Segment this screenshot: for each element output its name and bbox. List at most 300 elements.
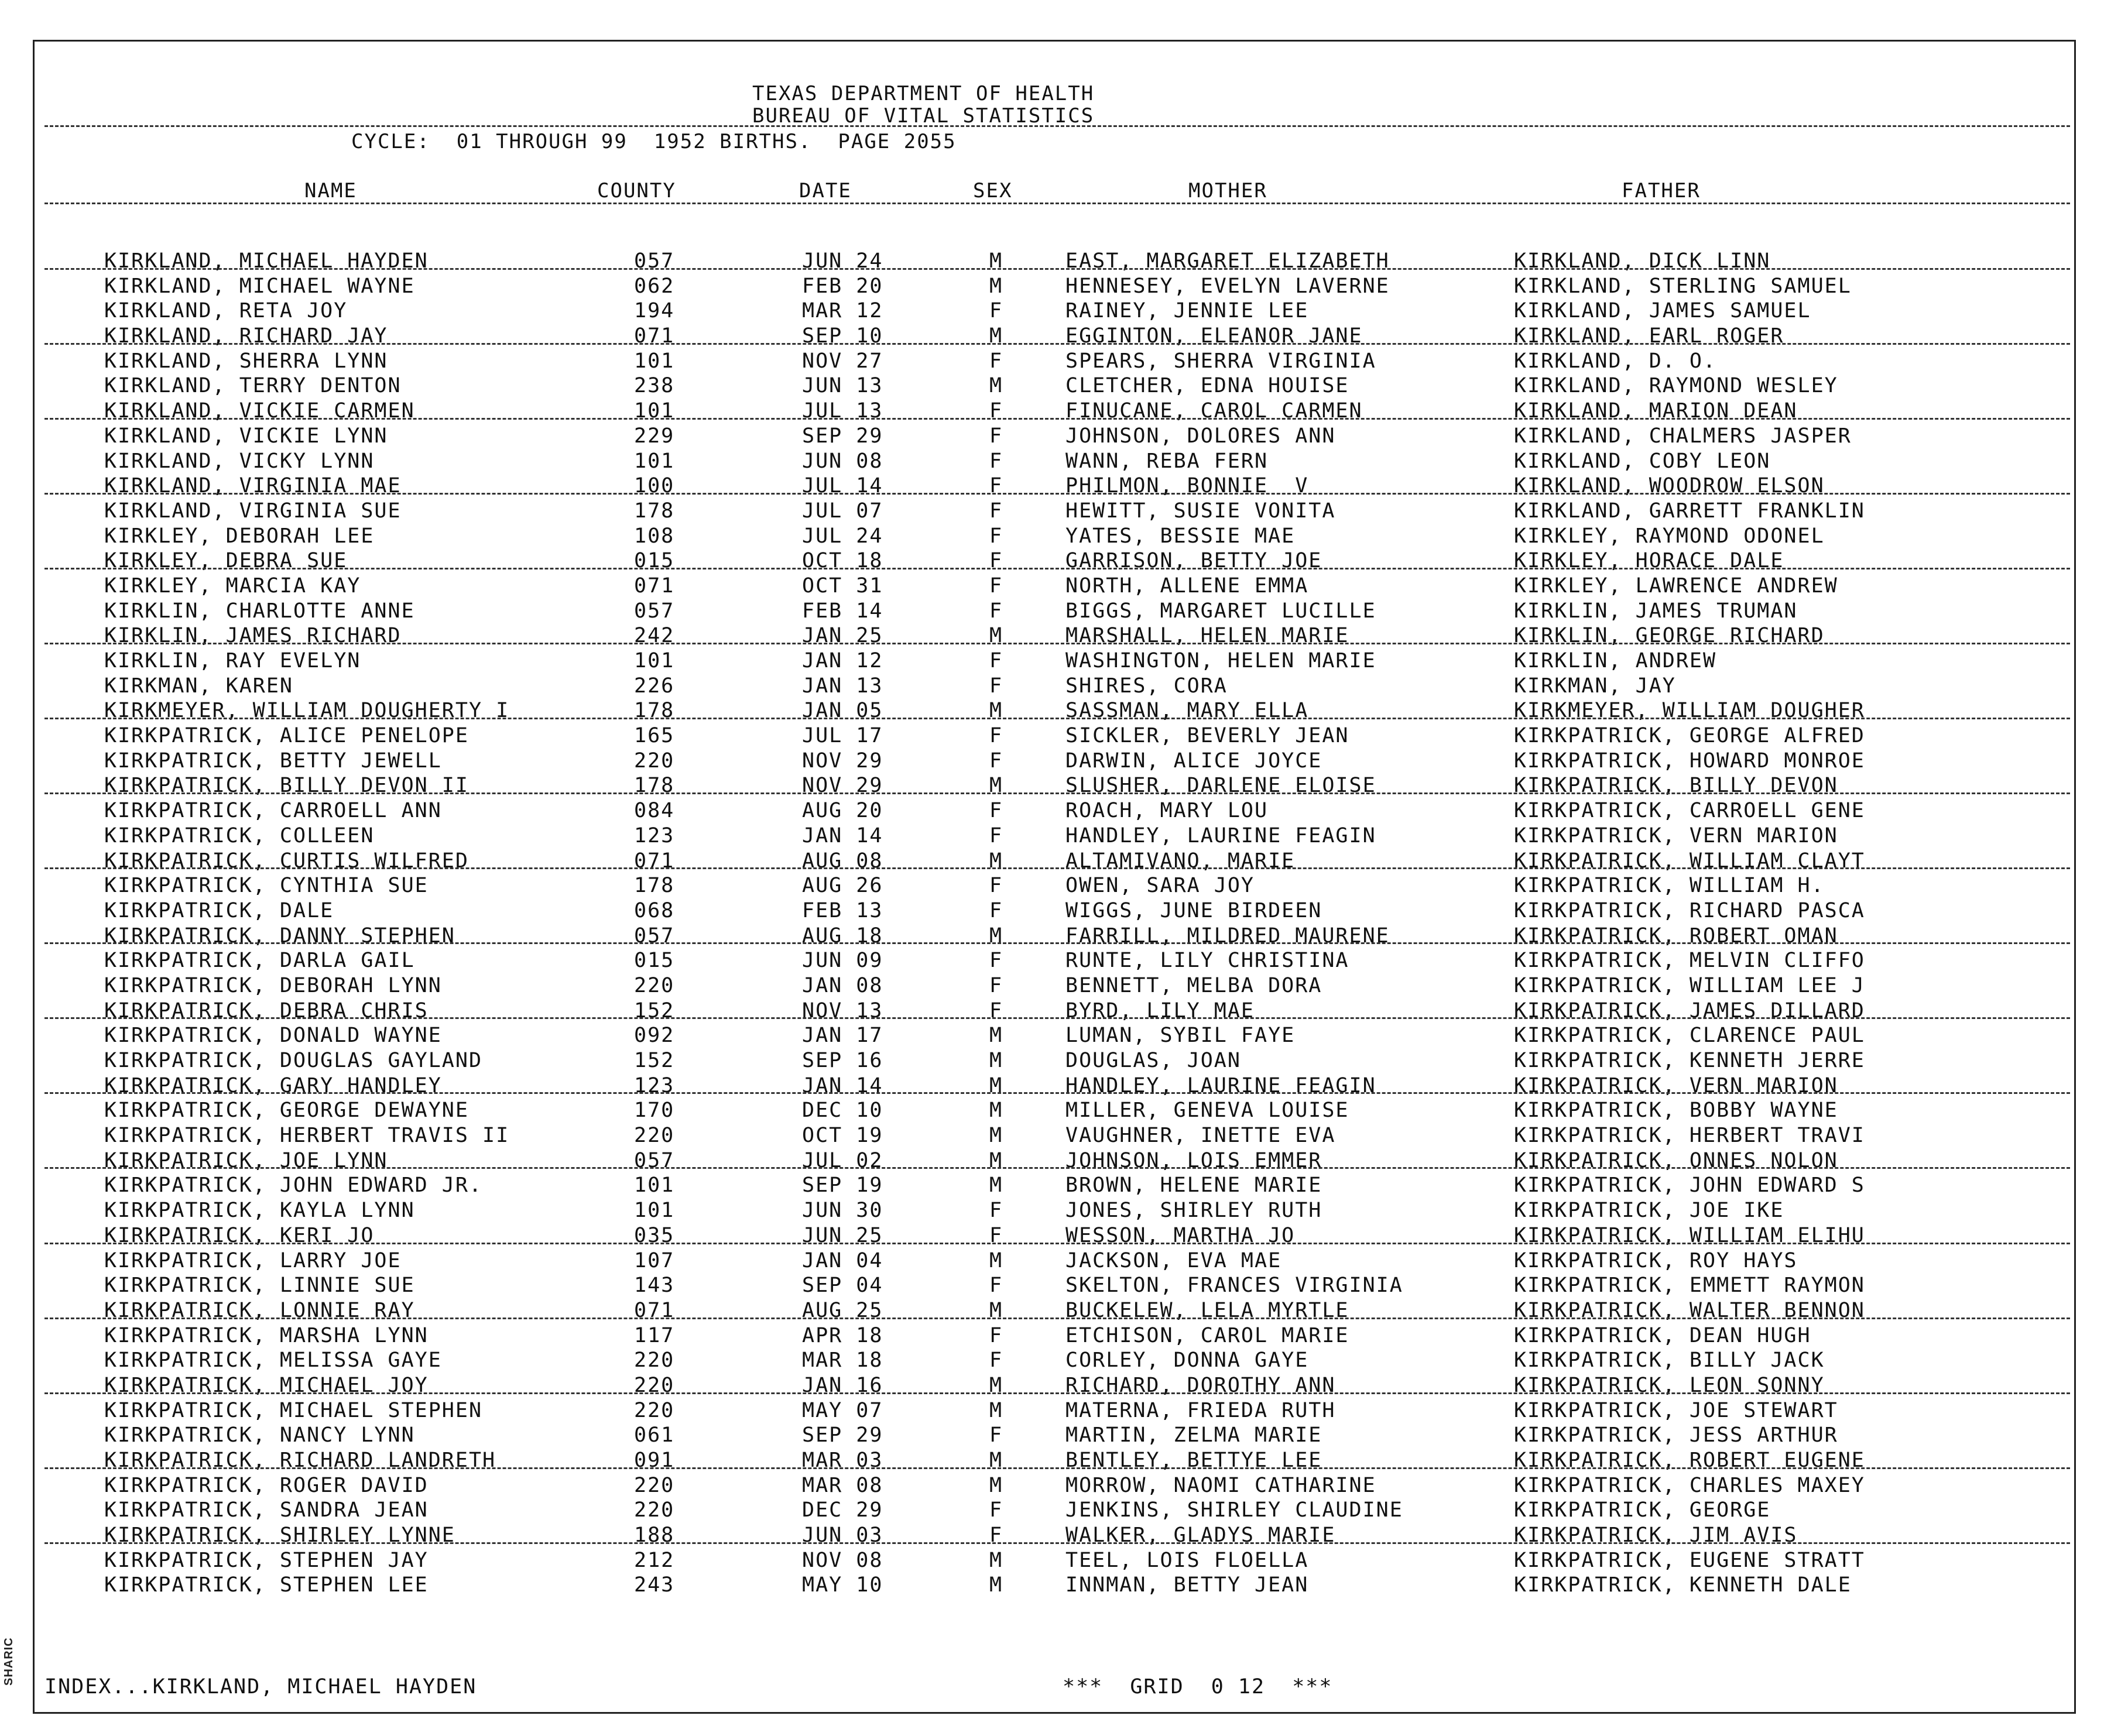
- col-header-date: DATE: [799, 179, 852, 203]
- record-date: FEB 13: [802, 898, 883, 922]
- record-county: 152: [634, 1049, 675, 1072]
- table-row: [0, 896, 2128, 921]
- record-sex: F: [989, 499, 1003, 523]
- record-father: KIRKLEY, HORACE DALE: [1514, 549, 1784, 573]
- record-sex: F: [989, 549, 1003, 573]
- record-county: 068: [634, 898, 675, 922]
- table-row: [0, 1420, 2128, 1445]
- record-county: 057: [634, 924, 675, 948]
- record-name: KIRKPATRICK, MICHAEL JOY: [104, 1373, 429, 1397]
- table-row: [0, 521, 2128, 546]
- table-row: [0, 1320, 2128, 1346]
- record-name: KIRKPATRICK, ALICE PENELOPE: [104, 724, 469, 748]
- table-row: [0, 1220, 2128, 1246]
- record-county: 123: [634, 1073, 675, 1097]
- table-row: [0, 945, 2128, 973]
- record-father: KIRKLIN, GEORGE RICHARD: [1514, 624, 1825, 648]
- record-mother: WASHINGTON, HELEN MARIE: [1065, 649, 1376, 673]
- record-mother: WIGGS, JUNE BIRDEEN: [1065, 898, 1322, 922]
- record-sex: M: [989, 249, 1003, 273]
- record-county: 091: [634, 1449, 675, 1472]
- record-name: KIRKPATRICK, DANNY STEPHEN: [104, 924, 455, 948]
- record-mother: BYRD, LILY MAE: [1065, 999, 1255, 1023]
- record-sex: F: [989, 424, 1003, 448]
- record-sex: M: [989, 274, 1003, 298]
- record-mother: SHIRES, CORA: [1065, 674, 1228, 698]
- record-father: KIRKPATRICK, GEORGE ALFRED: [1514, 724, 1865, 748]
- record-mother: NORTH, ALLENE EMMA: [1065, 574, 1309, 598]
- col-header-sex: SEX: [973, 179, 1013, 203]
- col-header-name: NAME: [304, 179, 357, 203]
- record-sex: M: [989, 1298, 1003, 1322]
- record-mother: HENNESEY, EVELYN LAVERNE: [1065, 274, 1390, 298]
- table-row: [0, 1545, 2128, 1570]
- table-row: [0, 795, 2128, 821]
- cycle-line: CYCLE: 01 THROUGH 99 1952 BIRTHS. PAGE 2055: [351, 130, 957, 153]
- table-row: [0, 746, 2128, 771]
- record-name: KIRKLAND, VIRGINIA MAE: [104, 474, 402, 498]
- record-sex: M: [989, 1548, 1003, 1572]
- record-date: FEB 14: [802, 599, 883, 623]
- record-date: JAN 12: [802, 649, 883, 673]
- record-mother: MILLER, GENEVA LOUISE: [1065, 1099, 1349, 1123]
- table-row: [0, 1270, 2128, 1298]
- record-father: KIRKPATRICK, WILLIAM H.: [1514, 874, 1825, 898]
- record-father: KIRKMAN, JAY: [1514, 674, 1676, 698]
- record-date: DEC 10: [802, 1099, 883, 1123]
- record-name: KIRKLAND, SHERRA LYNN: [104, 349, 388, 373]
- record-sex: M: [989, 1073, 1003, 1097]
- table-row: [0, 695, 2128, 721]
- record-father: KIRKPATRICK, ROBERT OMAN: [1514, 924, 1838, 948]
- record-county: 188: [634, 1524, 675, 1548]
- record-mother: LUMAN, SYBIL FAYE: [1065, 1024, 1296, 1048]
- record-name: KIRKPATRICK, DONALD WAYNE: [104, 1024, 442, 1048]
- record-mother: WESSON, MARTHA JO: [1065, 1223, 1296, 1247]
- table-row: [0, 1495, 2128, 1520]
- record-county: 015: [634, 949, 675, 973]
- record-father: KIRKPATRICK, WILLIAM LEE J: [1514, 973, 1865, 997]
- record-father: KIRKPATRICK, CARROELL GENE: [1514, 799, 1865, 823]
- table-row: [0, 396, 2128, 421]
- record-father: KIRKPATRICK, JAMES DILLARD: [1514, 999, 1865, 1023]
- record-name: KIRKPATRICK, SANDRA JEAN: [104, 1498, 429, 1522]
- record-date: JAN 08: [802, 973, 883, 997]
- table-row: [0, 1170, 2128, 1198]
- record-county: 220: [634, 973, 675, 997]
- record-county: 101: [634, 649, 675, 673]
- record-date: NOV 08: [802, 1548, 883, 1572]
- table-row: [0, 596, 2128, 621]
- record-date: JAN 14: [802, 1073, 883, 1097]
- record-county: 243: [634, 1573, 675, 1597]
- table-row: [0, 1095, 2128, 1123]
- record-father: KIRKPATRICK, VERN MARION: [1514, 824, 1838, 848]
- record-county: 057: [634, 249, 675, 273]
- record-name: KIRKPATRICK, BILLY DEVON II: [104, 774, 469, 798]
- record-county: 071: [634, 574, 675, 598]
- record-sex: F: [989, 599, 1003, 623]
- record-county: 101: [634, 449, 675, 473]
- table-row: [0, 1520, 2128, 1548]
- record-mother: BENTLEY, BETTYE LEE: [1065, 1449, 1322, 1472]
- table-row: [0, 1145, 2128, 1171]
- record-father: KIRKPATRICK, EMMETT RAYMON: [1514, 1274, 1865, 1298]
- record-father: KIRKPATRICK, ROBERT EUGENE: [1514, 1449, 1865, 1472]
- record-father: KIRKPATRICK, BILLY DEVON: [1514, 774, 1838, 798]
- record-name: KIRKPATRICK, MARSHA LYNN: [104, 1323, 429, 1347]
- record-mother: SPEARS, SHERRA VIRGINIA: [1065, 349, 1376, 373]
- record-mother: BUCKELEW, LELA MYRTLE: [1065, 1298, 1349, 1322]
- record-father: KIRKPATRICK, ONNES NOLON: [1514, 1148, 1838, 1172]
- record-mother: WANN, REBA FERN: [1065, 449, 1269, 473]
- record-county: 057: [634, 599, 675, 623]
- table-row: [0, 770, 2128, 798]
- table-row: [0, 1445, 2128, 1470]
- record-sex: F: [989, 949, 1003, 973]
- record-name: KIRKPATRICK, CARROELL ANN: [104, 799, 442, 823]
- record-mother: OWEN, SARA JOY: [1065, 874, 1255, 898]
- record-date: AUG 08: [802, 849, 883, 873]
- record-father: KIRKPATRICK, GEORGE: [1514, 1498, 1771, 1522]
- record-date: JUN 25: [802, 1223, 883, 1247]
- record-county: 057: [634, 1148, 675, 1172]
- record-father: KIRKPATRICK, WALTER BENNON: [1514, 1298, 1865, 1322]
- record-sex: F: [989, 874, 1003, 898]
- record-sex: F: [989, 399, 1003, 423]
- record-sex: F: [989, 1423, 1003, 1447]
- record-county: 101: [634, 399, 675, 423]
- record-father: KIRKLAND, STERLING SAMUEL: [1514, 274, 1852, 298]
- record-sex: M: [989, 1373, 1003, 1397]
- record-sex: F: [989, 1274, 1003, 1298]
- table-row: [0, 1195, 2128, 1223]
- record-sex: F: [989, 674, 1003, 698]
- record-sex: F: [989, 1323, 1003, 1347]
- record-county: 178: [634, 874, 675, 898]
- record-date: JAN 16: [802, 1373, 883, 1397]
- record-name: KIRKLAND, RICHARD JAY: [104, 324, 388, 348]
- table-row: [0, 996, 2128, 1021]
- record-father: KIRKPATRICK, MELVIN CLIFFO: [1514, 949, 1865, 973]
- record-date: JUN 03: [802, 1524, 883, 1548]
- table-row: [0, 545, 2128, 571]
- record-name: KIRKPATRICK, DEBORAH LYNN: [104, 973, 442, 997]
- record-date: JUL 02: [802, 1148, 883, 1172]
- record-county: 170: [634, 1099, 675, 1123]
- record-father: KIRKPATRICK, JOE IKE: [1514, 1199, 1784, 1223]
- record-county: 165: [634, 724, 675, 748]
- table-row: [0, 271, 2128, 296]
- record-father: KIRKLAND, MARION DEAN: [1514, 399, 1798, 423]
- table-row: [0, 1045, 2128, 1071]
- record-county: 062: [634, 274, 675, 298]
- record-mother: MORROW, NAOMI CATHARINE: [1065, 1473, 1376, 1497]
- record-date: JUL 14: [802, 474, 883, 498]
- table-row: [0, 646, 2128, 671]
- record-name: KIRKPATRICK, RICHARD LANDRETH: [104, 1449, 496, 1472]
- record-mother: BROWN, HELENE MARIE: [1065, 1174, 1322, 1198]
- table-row: [0, 370, 2128, 396]
- record-mother: HEWITT, SUSIE VONITA: [1065, 499, 1336, 523]
- record-name: KIRKPATRICK, KAYLA LYNN: [104, 1199, 415, 1223]
- header-divider-top: [44, 125, 2070, 127]
- record-name: KIRKPATRICK, STEPHEN JAY: [104, 1548, 429, 1572]
- record-name: KIRKLAND, VICKY LYNN: [104, 449, 375, 473]
- record-date: JAN 04: [802, 1248, 883, 1272]
- col-header-mother: MOTHER: [1188, 179, 1267, 203]
- record-date: NOV 27: [802, 349, 883, 373]
- record-county: 108: [634, 524, 675, 548]
- record-date: SEP 29: [802, 424, 883, 448]
- record-date: MAR 18: [802, 1349, 883, 1373]
- record-name: KIRKPATRICK, MELISSA GAYE: [104, 1349, 442, 1373]
- table-row: [0, 821, 2128, 846]
- record-county: 220: [634, 749, 675, 773]
- record-mother: FINUCANE, CAROL CARMEN: [1065, 399, 1363, 423]
- record-father: KIRKPATRICK, BOBBY WAYNE: [1514, 1099, 1838, 1123]
- record-name: KIRKLAND, TERRY DENTON: [104, 374, 402, 398]
- record-county: 143: [634, 1274, 675, 1298]
- record-sex: F: [989, 1498, 1003, 1522]
- record-date: NOV 13: [802, 999, 883, 1023]
- record-father: KIRKLAND, COBY LEON: [1514, 449, 1771, 473]
- record-county: 220: [634, 1373, 675, 1397]
- table-row: [0, 970, 2128, 996]
- record-date: JUL 07: [802, 499, 883, 523]
- record-county: 123: [634, 824, 675, 848]
- bureau-title: BUREAU OF VITAL STATISTICS: [752, 104, 1095, 128]
- record-father: KIRKLAND, DICK LINN: [1514, 249, 1771, 273]
- record-father: KIRKPATRICK, JOHN EDWARD S: [1514, 1174, 1865, 1198]
- record-father: KIRKLAND, GARRETT FRANKLIN: [1514, 499, 1865, 523]
- record-mother: JENKINS, SHIRLEY CLAUDINE: [1065, 1498, 1403, 1522]
- record-date: MAY 07: [802, 1398, 883, 1422]
- record-mother: FARRILL, MILDRED MAURENE: [1065, 924, 1390, 948]
- record-county: 015: [634, 549, 675, 573]
- record-county: 035: [634, 1223, 675, 1247]
- record-county: 178: [634, 499, 675, 523]
- record-name: KIRKLIN, CHARLOTTE ANNE: [104, 599, 415, 623]
- record-sex: M: [989, 699, 1003, 723]
- table-row: [0, 346, 2128, 371]
- record-mother: DARWIN, ALICE JOYCE: [1065, 749, 1322, 773]
- record-date: MAR 03: [802, 1449, 883, 1472]
- record-sex: M: [989, 1473, 1003, 1497]
- record-father: KIRKLIN, JAMES TRUMAN: [1514, 599, 1798, 623]
- record-date: DEC 29: [802, 1498, 883, 1522]
- record-sex: F: [989, 474, 1003, 498]
- record-name: KIRKLEY, DEBORAH LEE: [104, 524, 375, 548]
- record-name: KIRKPATRICK, KERI JO: [104, 1223, 375, 1247]
- table-row: [0, 296, 2128, 321]
- record-date: OCT 18: [802, 549, 883, 573]
- record-sex: M: [989, 849, 1003, 873]
- record-county: 194: [634, 299, 675, 323]
- record-name: KIRKPATRICK, JOE LYNN: [104, 1148, 388, 1172]
- record-county: 226: [634, 674, 675, 698]
- record-father: KIRKPATRICK, RICHARD PASCA: [1514, 898, 1865, 922]
- record-name: KIRKPATRICK, GARY HANDLEY: [104, 1073, 442, 1097]
- table-row: [0, 496, 2128, 521]
- record-sex: M: [989, 1248, 1003, 1272]
- record-date: MAR 08: [802, 1473, 883, 1497]
- record-sex: F: [989, 1524, 1003, 1548]
- record-name: KIRKPATRICK, STEPHEN LEE: [104, 1573, 429, 1597]
- record-county: 071: [634, 1298, 675, 1322]
- record-mother: ETCHISON, CAROL MARIE: [1065, 1323, 1349, 1347]
- table-row: [0, 1020, 2128, 1048]
- record-sex: F: [989, 898, 1003, 922]
- record-county: 229: [634, 424, 675, 448]
- table-row: [0, 1470, 2128, 1495]
- record-name: KIRKPATRICK, ROGER DAVID: [104, 1473, 429, 1497]
- record-county: 178: [634, 699, 675, 723]
- record-mother: JOHNSON, LOIS EMMER: [1065, 1148, 1322, 1172]
- record-father: KIRKLEY, RAYMOND ODONEL: [1514, 524, 1825, 548]
- record-county: 117: [634, 1323, 675, 1347]
- record-name: KIRKPATRICK, GEORGE DEWAYNE: [104, 1099, 469, 1123]
- record-sex: M: [989, 1049, 1003, 1072]
- record-name: KIRKPATRICK, JOHN EDWARD JR.: [104, 1174, 483, 1198]
- column-header-divider: [44, 203, 2070, 204]
- record-sex: M: [989, 774, 1003, 798]
- record-sex: M: [989, 1148, 1003, 1172]
- record-date: JUL 13: [802, 399, 883, 423]
- record-sex: F: [989, 649, 1003, 673]
- table-row: [0, 870, 2128, 896]
- record-date: SEP 19: [802, 1174, 883, 1198]
- record-father: KIRKPATRICK, WILLIAM CLAYT: [1514, 849, 1865, 873]
- record-date: AUG 26: [802, 874, 883, 898]
- record-mother: MATERNA, FRIEDA RUTH: [1065, 1398, 1336, 1422]
- record-mother: SASSMAN, MARY ELLA: [1065, 699, 1309, 723]
- table-row: [0, 721, 2128, 746]
- record-county: 084: [634, 799, 675, 823]
- record-mother: JOHNSON, DOLORES ANN: [1065, 424, 1336, 448]
- record-sex: M: [989, 1124, 1003, 1148]
- record-mother: MARSHALL, HELEN MARIE: [1065, 624, 1349, 648]
- records-table: [0, 246, 2128, 1595]
- record-mother: VAUGHNER, INETTE EVA: [1065, 1124, 1336, 1148]
- record-date: SEP 04: [802, 1274, 883, 1298]
- record-sex: F: [989, 1349, 1003, 1373]
- record-mother: GARRISON, BETTY JOE: [1065, 549, 1322, 573]
- record-mother: SLUSHER, DARLENE ELOISE: [1065, 774, 1376, 798]
- record-mother: SICKLER, BEVERLY JEAN: [1065, 724, 1349, 748]
- record-father: KIRKLEY, LAWRENCE ANDREW: [1514, 574, 1838, 598]
- record-father: KIRKPATRICK, CLARENCE PAUL: [1514, 1024, 1865, 1048]
- col-header-father: FATHER: [1622, 179, 1701, 203]
- record-date: NOV 29: [802, 774, 883, 798]
- record-name: KIRKLAND, VICKIE CARMEN: [104, 399, 415, 423]
- record-date: OCT 19: [802, 1124, 883, 1148]
- record-sex: M: [989, 374, 1003, 398]
- record-date: APR 18: [802, 1323, 883, 1347]
- record-name: KIRKPATRICK, DOUGLAS GAYLAND: [104, 1049, 483, 1072]
- record-county: 220: [634, 1349, 675, 1373]
- record-father: KIRKPATRICK, EUGENE STRATT: [1514, 1548, 1865, 1572]
- record-name: KIRKLAND, MICHAEL WAYNE: [104, 274, 415, 298]
- index-footer: INDEX...KIRKLAND, MICHAEL HAYDEN: [44, 1675, 477, 1699]
- record-father: KIRKPATRICK, CHARLES MAXEY: [1514, 1473, 1865, 1497]
- record-father: KIRKPATRICK, WILLIAM ELIHU: [1514, 1223, 1865, 1247]
- record-date: SEP 29: [802, 1423, 883, 1447]
- record-county: 220: [634, 1473, 675, 1497]
- record-sex: F: [989, 724, 1003, 748]
- record-name: KIRKPATRICK, LARRY JOE: [104, 1248, 402, 1272]
- record-name: KIRKPATRICK, CYNTHIA SUE: [104, 874, 429, 898]
- record-date: JUN 08: [802, 449, 883, 473]
- record-name: KIRKPATRICK, BETTY JEWELL: [104, 749, 442, 773]
- table-row: [0, 1246, 2128, 1271]
- record-name: KIRKPATRICK, LONNIE RAY: [104, 1298, 415, 1322]
- record-name: KIRKLAND, VIRGINIA SUE: [104, 499, 402, 523]
- record-date: JUL 24: [802, 524, 883, 548]
- record-name: KIRKPATRICK, NANCY LYNN: [104, 1423, 415, 1447]
- record-mother: HANDLEY, LAURINE FEAGIN: [1065, 824, 1376, 848]
- record-county: 101: [634, 349, 675, 373]
- record-county: 242: [634, 624, 675, 648]
- record-mother: JONES, SHIRLEY RUTH: [1065, 1199, 1322, 1223]
- record-date: AUG 18: [802, 924, 883, 948]
- record-date: AUG 20: [802, 799, 883, 823]
- record-sex: F: [989, 299, 1003, 323]
- record-mother: YATES, BESSIE MAE: [1065, 524, 1296, 548]
- record-sex: M: [989, 1398, 1003, 1422]
- record-date: FEB 20: [802, 274, 883, 298]
- record-date: JAN 05: [802, 699, 883, 723]
- record-name: KIRKPATRICK, DALE: [104, 898, 334, 922]
- record-name: KIRKLIN, JAMES RICHARD: [104, 624, 402, 648]
- record-sex: F: [989, 799, 1003, 823]
- record-date: SEP 10: [802, 324, 883, 348]
- record-county: 220: [634, 1124, 675, 1148]
- record-sex: M: [989, 1573, 1003, 1597]
- table-row: [0, 846, 2128, 871]
- record-mother: RAINEY, JENNIE LEE: [1065, 299, 1309, 323]
- table-row: [0, 921, 2128, 946]
- table-row: [0, 246, 2128, 271]
- table-row: [0, 471, 2128, 496]
- record-name: KIRKLEY, MARCIA KAY: [104, 574, 361, 598]
- record-mother: BIGGS, MARGARET LUCILLE: [1065, 599, 1376, 623]
- record-date: JUN 24: [802, 249, 883, 273]
- record-father: KIRKPATRICK, BILLY JACK: [1514, 1349, 1825, 1373]
- record-county: 101: [634, 1199, 675, 1223]
- record-sex: F: [989, 349, 1003, 373]
- record-date: JAN 17: [802, 1024, 883, 1048]
- table-row: [0, 1370, 2128, 1395]
- record-mother: BENNETT, MELBA DORA: [1065, 973, 1322, 997]
- record-father: KIRKPATRICK, KENNETH JERRE: [1514, 1049, 1865, 1072]
- record-name: KIRKMEYER, WILLIAM DOUGHERTY I: [104, 699, 510, 723]
- record-name: KIRKPATRICK, DARLA GAIL: [104, 949, 415, 973]
- record-date: JUN 13: [802, 374, 883, 398]
- record-name: KIRKPATRICK, COLLEEN: [104, 824, 375, 848]
- record-mother: JACKSON, EVA MAE: [1065, 1248, 1282, 1272]
- record-name: KIRKPATRICK, CURTIS WILFRED: [104, 849, 469, 873]
- record-sex: F: [989, 524, 1003, 548]
- grid-footer: *** GRID 0 12 ***: [1063, 1675, 1333, 1699]
- record-sex: M: [989, 1174, 1003, 1198]
- record-father: KIRKLAND, CHALMERS JASPER: [1514, 424, 1852, 448]
- record-sex: M: [989, 324, 1003, 348]
- record-name: KIRKMAN, KAREN: [104, 674, 294, 698]
- record-father: KIRKLAND, WOODROW ELSON: [1514, 474, 1825, 498]
- record-sex: F: [989, 574, 1003, 598]
- record-date: OCT 31: [802, 574, 883, 598]
